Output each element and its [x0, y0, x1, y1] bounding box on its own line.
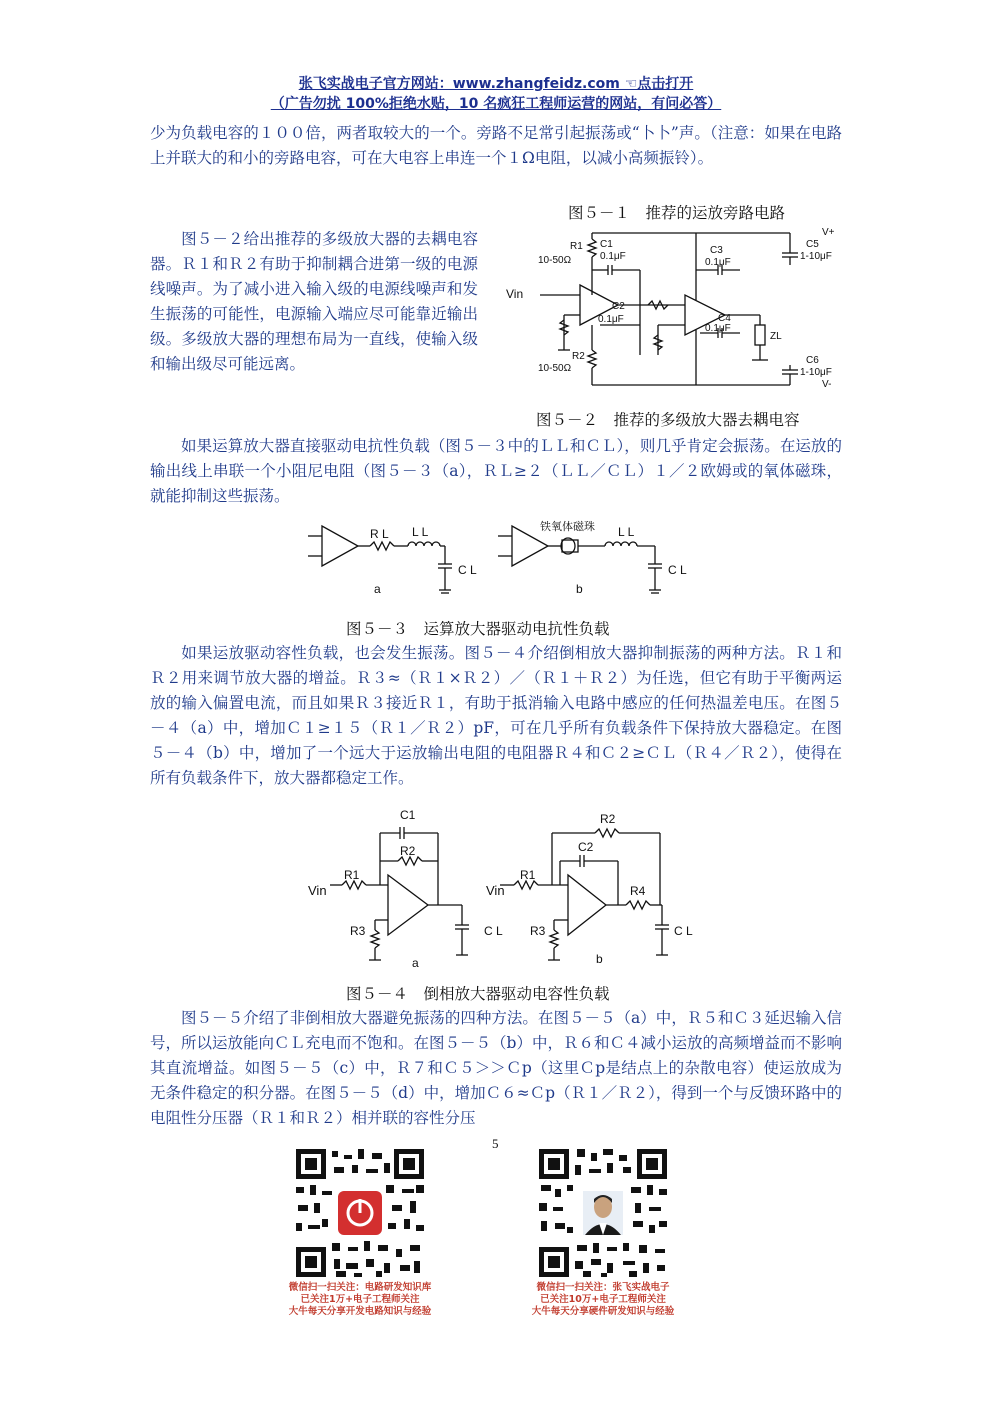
qr-right-caption-line-1: 微信扫一扫关注：张飞实战电子	[536, 1282, 670, 1293]
qr-left-caption	[276, 1282, 444, 1318]
paragraph-4	[150, 641, 842, 791]
c5-value: 1-10μF	[800, 251, 832, 262]
qr-right-caption	[519, 1282, 687, 1318]
vplus-label: V+	[822, 227, 835, 238]
r1-value: 10-50Ω	[538, 255, 572, 266]
fig54-r1-a-label: R1	[344, 868, 360, 882]
paragraph-2	[150, 227, 478, 377]
qr-left-caption-line-1: 微信扫一扫关注：电路研发知识库	[288, 1282, 432, 1293]
fig54-cl-a-label: C L	[484, 924, 503, 938]
c4-value: 0.1μF	[705, 323, 731, 334]
c2-value: 0.1μF	[598, 314, 624, 325]
page-number: 5	[492, 1136, 499, 1151]
rl-label: R L	[370, 527, 389, 541]
inverting-amp-capacitive-load-schematic	[300, 805, 710, 975]
qr-left-caption-line-3: 大牛每天分享开发电路知识与经验	[288, 1306, 432, 1317]
ferrite-bead-label: 铁氧体磁珠	[540, 521, 595, 533]
figure-5-2-schematic	[500, 225, 850, 395]
figure-5-1-caption: 图５－１ 推荐的运放旁路电路	[568, 204, 786, 222]
figure-5-4-caption: 图５－４ 倒相放大器驱动电容性负载	[346, 985, 610, 1003]
cl-b-label: C L	[668, 563, 687, 577]
fig54-vin-b-label: Vin	[486, 883, 505, 898]
qr-left-caption-line-2: 已关注1万+电子工程师关注	[300, 1294, 420, 1305]
fig54-c1-label: C1	[400, 808, 416, 822]
figure-5-4-schematic	[300, 805, 710, 975]
qr-right-caption-line-3: 大牛每天分享硬件研发知识与经验	[531, 1306, 675, 1317]
paragraph-4-text: 如果运放驱动容性负载，也会发生振荡。图５－４介绍倒相放大器抑制振荡的两种方法。Ｒ１和Ｒ２用来调节放大器的增益。Ｒ３≈（Ｒ１×Ｒ２）／（Ｒ１＋Ｒ２）为任选，但它有助于平衡两运放的输入偏置电流，而且如果Ｒ３接近Ｒ１，有助于抵消输入电路中感应的任何热温差电压。在图５－４（a）中，增加Ｃ１≥１５（Ｒ１／Ｒ２）pF，可在几乎所有负载条件下保持放大器稳定。在图５－４（b）中，增加了一个远大于运放输出电阻的电阻器Ｒ４和Ｃ２≥ＣＬ（Ｒ４／Ｒ２），使得在所有负载条件下，放大器都稳定工作。	[150, 644, 842, 787]
c1-value: 0.1μF	[600, 251, 626, 262]
fig53-b-label: b	[576, 582, 583, 596]
c4-label: C4	[718, 313, 731, 324]
fig54-r4-label: R4	[630, 884, 646, 898]
qr-code-left[interactable]	[292, 1145, 428, 1281]
paragraph-3-text: 如果运算放大器直接驱动电抗性负载（图５－３中的ＬＬ和ＣＬ），则几乎肯定会振荡。在运放的输出线上串联一个小阻尼电阻（图５－３（a），ＲＬ≥２（ＬＬ／ＣＬ）１／２欧姆或的氧体磁珠，就能抑制这些振荡。	[150, 437, 842, 505]
reactive-load-schematic	[300, 518, 700, 608]
c2-label: C2	[612, 301, 625, 312]
fig54-c2-label: C2	[578, 840, 594, 854]
fig54-cl-b-label: C L	[674, 924, 693, 938]
c5-label: C5	[806, 239, 819, 250]
c1-label: C1	[600, 239, 613, 250]
zl-label: ZL	[770, 331, 782, 342]
fig54-r2-b-label: R2	[600, 812, 616, 826]
paragraph-2-text: 图５－２给出推荐的多级放大器的去耦电容器。Ｒ１和Ｒ２有助于抑制耦合进第一级的电源线噪声。为了减小进入输入级的电源线噪声和发生振荡的可能性，电源输入端应尽可能靠近输出级。多级放大器的理想布局为一直线，使输入级和输出级尽可能远离。	[150, 230, 478, 373]
c6-label: C6	[806, 355, 819, 366]
paragraph-5-text: 图５－５介绍了非倒相放大器避免振荡的四种方法。在图５－５（a）中，Ｒ５和Ｃ３延迟输入信号，所以运放能向ＣＬ充电而不饱和。在图５－５（b）中，Ｒ６和Ｃ４减小运放的高频增益而不影响其直流增益。如图５－５（c）中，Ｒ７和Ｃ５＞＞Ｃp（这里Ｃp是结点上的杂散电容）使运放成为无条件稳定的积分器。在图５－５（d）中，增加Ｃ６≈Ｃp（Ｒ１／Ｒ２），得到一个与反馈环路中的电阻性分压器（Ｒ１和Ｒ２）相并联的容性分压	[150, 1009, 842, 1127]
multistage-decoupling-schematic	[500, 225, 850, 395]
fig54-b-label: b	[596, 952, 603, 966]
c3-value: 0.1μF	[705, 257, 731, 268]
figure-5-3-schematic	[300, 518, 700, 608]
paragraph-5	[150, 1006, 842, 1131]
c6-value: 1-10μF	[800, 367, 832, 378]
fig54-vin-a-label: Vin	[308, 883, 327, 898]
vminus-label: V-	[822, 379, 832, 390]
ll-a-label: L L	[412, 525, 429, 539]
qr-code-left-icon	[292, 1145, 428, 1281]
figure-5-2-caption: 图５－２ 推荐的多级放大器去耦电容	[536, 411, 800, 429]
fig54-r2-a-label: R2	[400, 844, 416, 858]
fig54-r3-a-label: R3	[350, 924, 366, 938]
c3-label: C3	[710, 245, 723, 256]
site-header-line1[interactable]: 张飞实战电子官方网站：www.zhangfeidz.com ☜点击打开	[298, 76, 694, 92]
r2-value: 10-50Ω	[538, 363, 572, 374]
paragraph-1: 少为负载电容的１００倍，两者取较大的一个。旁路不足常引起振荡或“卜卜”声。（注意：如果在电路上并联大的和小的旁路电容，可在大电容上串连一个１Ω电阻，以减小高频振铃）。	[150, 124, 842, 167]
fig54-r3-b-label: R3	[530, 924, 546, 938]
qr-code-right-icon	[535, 1145, 671, 1281]
paragraph-3	[150, 434, 842, 509]
fig54-a-label: a	[412, 956, 419, 970]
figure-5-3-caption: 图５－３ 运算放大器驱动电抗性负载	[346, 620, 610, 638]
fig54-r1-b-label: R1	[520, 868, 536, 882]
site-header-line2: （广告勿扰 100%拒绝水贴，10 名疯狂工程师运营的网站，有问必答）	[270, 96, 722, 112]
qr-code-right[interactable]	[535, 1145, 671, 1281]
fig53-a-label: a	[374, 582, 381, 596]
cl-a-label: C L	[458, 563, 477, 577]
ll-b-label: L L	[618, 525, 635, 539]
vin-label: Vin	[506, 287, 524, 301]
r1-label: R1	[570, 241, 583, 252]
r2-label: R2	[572, 351, 585, 362]
qr-right-caption-line-2: 已关注10万+电子工程师关注	[540, 1294, 666, 1305]
